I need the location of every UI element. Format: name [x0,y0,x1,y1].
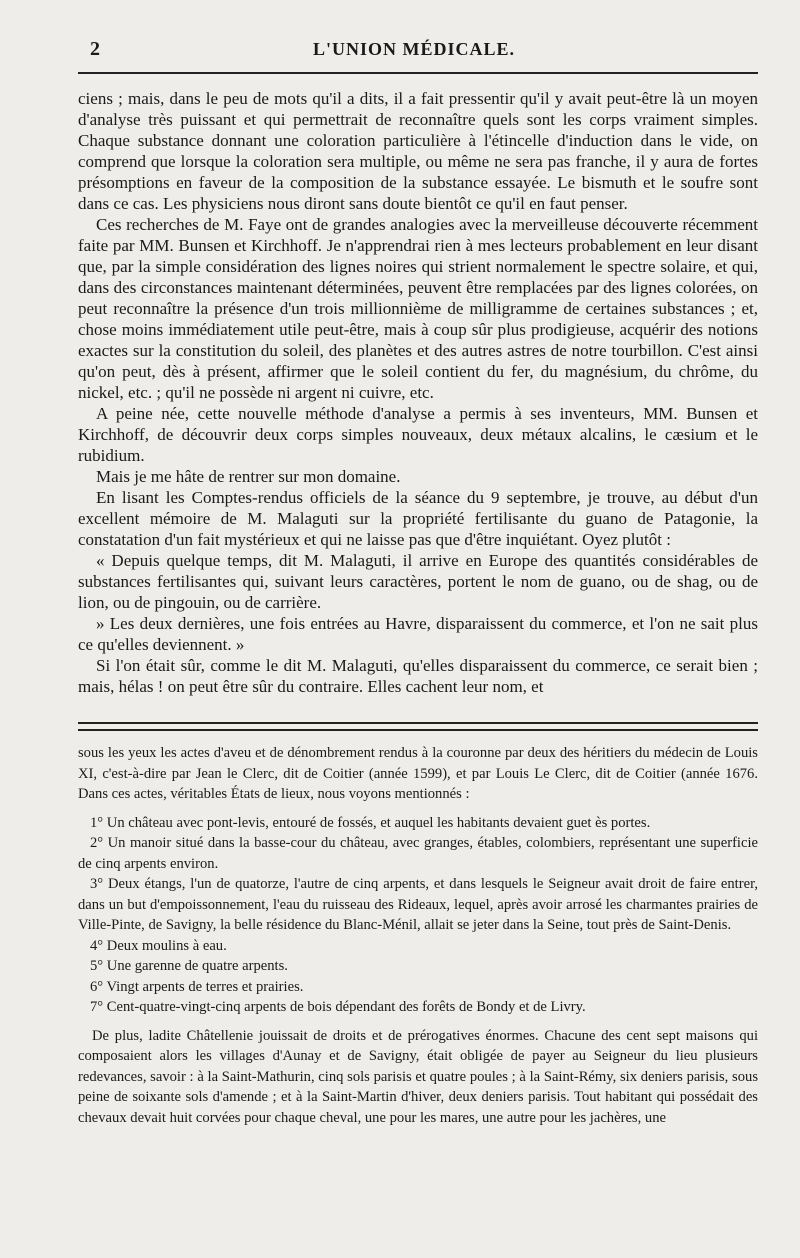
running-title: L'UNION MÉDICALE. [312,39,516,59]
footnote-item: 1° Un château avec pont-levis, entouré de fossés, et auquel les habitants devaient guet ès portes. [90,814,651,831]
body-paragraph: Si l'on était sûr, comme le dit M. Malaguti, qu'elles disparaissent du commerce, ce serait bien ; mais, hélas ! on peut être sûr du contraire. Elles cachent leur nom, et [78,656,758,696]
footnote-item: 2° Un manoir situé dans la basse-cour du château, avec granges, étables, colombiers, représentant une superficie de cinq arpents environ. [78,835,758,872]
body-paragraph: « Depuis quelque temps, dit M. Malaguti, il arrive en Europe des quantités considérables de substances fertilisantes qui, suivant leurs caractères, portent le nom de guano, ou de shag, ou de lion, ou de pingouin, ou de carrière. [78,551,758,612]
page-header [78,38,758,68]
footnote-item: 4° Deux moulins à eau. [90,937,227,954]
footnote [78,743,758,1128]
main-text [78,88,758,716]
footnote-item: 5° Une garenne de quatre arpents. [90,958,288,974]
body-paragraph: A peine née, cette nouvelle méthode d'analyse a permis à ses inventeurs, MM. Bunsen et Kirchhoff, de découvrir deux corps simples nouveaux, deux métaux alcalins, le cæsium et le rubidium. [78,404,758,465]
footnote-item: 3° Deux étangs, l'un de quatorze, l'autre de cinq arpents, et dans lesquels le Seigneur avait droit de faire entrer, dans un but d'empoissonnement, l'eau du ruisseau des Rideaux, lequel, après avoir arrosé les charmantes prairies de Ville-Pinte, de Savigny, la belle résidence du Blanc-Ménil, allait se jeter dans la Seine, tout près de Saint-Denis. [78,876,758,933]
body-paragraph: Ces recherches de M. Faye ont de grandes analogies avec la merveilleuse découverte récemment faite par MM. Bunsen et Kirchhoff. Je n'apprendrai rien à mes lecteurs probablement en leur disant que, par la simple considération des lignes noires qui strient normalement le spectre solaire, et qui, dans des circonstances maintenant déterminées, peuvent être remplacées par des lignes colorées, on peut reconnaître la présence d'un trois millionnième de milligramme de certaines substances ; et, chose moins immédiatement utile peut-être, mais à coup sûr plus prodigieuse, acquérir des notions exactes sur la constitution du soleil, des planètes et des autres astres de notre tourbillon. C'est ainsi qu'on peut, dès à présent, affirmer que le soleil contient du fer, du magnésium, du chrôme, du nickel, etc. ; qu'il ne possède ni argent ni cuivre, etc. [78,215,758,402]
footnote-item: 7° Cent-quatre-vingt-cinq arpents de bois dépendant des forêts de Bondy et de Livry. [90,999,586,1015]
body-paragraph: En lisant les Comptes-rendus officiels de la séance du 9 septembre, je trouve, au début d'un excellent mémoire de M. Malaguti sur la propriété fertilisante du guano de Patagonie, la constatation d'un fait mystérieux et qui ne laisse pas que d'être inquiétant. Oyez plutôt : [78,488,758,549]
page-number: 2 [90,38,100,60]
body-paragraph: Mais je me hâte de rentrer sur mon domaine. [96,467,401,486]
footnote-closing: De plus, ladite Châtellenie jouissait de droits et de prérogatives énormes. Chacune des cent sept maisons qui composaient alors les villages d'Aunay et de Savigny, était obligée de payer au Seigneur du lieu plusieurs redevances, savoir : à la Saint-Mathurin, cinq sols parisis et quatre poules ; à la Saint-Rémy, six deniers parisis, sous peine de soixante sols d'amende ; et à la Saint-Martin d'hiver, deux deniers parisis. Tout habitant qui possédait des chevaux devait huit corvées pour chaque cheval, une pour les mares, une autre pour les jachères, une [78,1027,758,1126]
header-rule [78,72,758,74]
footnote-item: 6° Vingt arpents de terres et prairies. [90,978,304,995]
body-paragraph: ciens ; mais, dans le peu de mots qu'il a dits, il a fait pressentir qu'il y avait peut-être là un moyen d'analyse très puissant et qui permettrait de reconnaître quels sont les corps vraiment simples. Chaque substance donnant une coloration particulière à l'étincelle d'induction dans le vide, on comprend que lorsque la coloration sera multiple, ou même ne sera pas franche, il y aura de fortes présomptions en faveur de la composition de la substance essayée. Le bismuth et le soufre sont dans ce cas. Les physiciens nous diront sans doute bientôt ce qu'il en faut penser. [78,89,758,213]
body-paragraph: » Les deux dernières, une fois entrées au Havre, disparaissent du commerce, et l'on ne sait plus ce qu'elles deviennent. » [78,614,758,654]
footnote-rule [78,722,758,731]
footnote-intro: sous les yeux les actes d'aveu et de dénombrement rendus à la couronne par deux des héritiers du médecin de Louis XI, c'est-à-dire par Jean le Clerc, dit de Coitier (année 1599), et par Louis Le Clerc, dit de Coitier (année 1676. Dans ces actes, véritables États de lieux, nous voyons mentionnés : [78,745,758,802]
